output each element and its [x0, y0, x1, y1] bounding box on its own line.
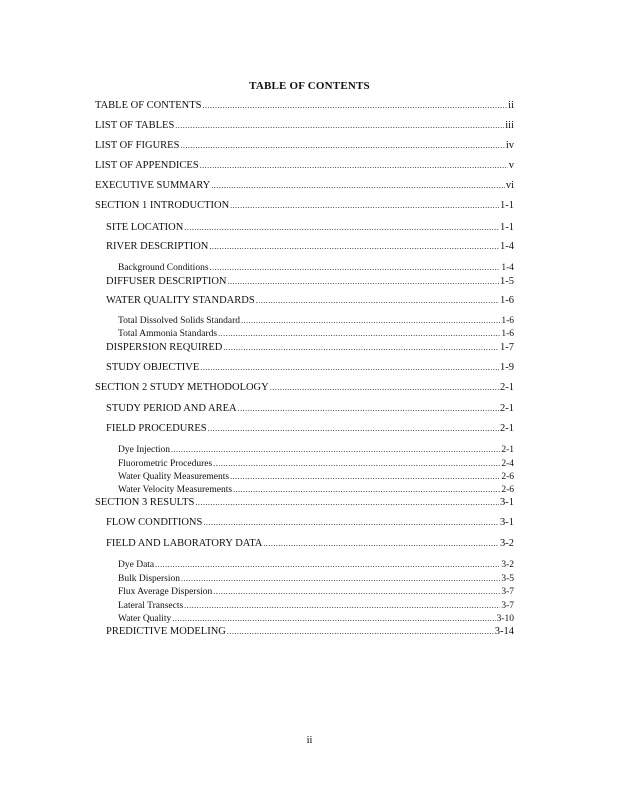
toc-entry-label: Lateral Transects [118, 601, 184, 611]
toc-entry-page: 1-6 [501, 329, 514, 339]
toc-entry-label: PREDICTIVE MODELING [106, 626, 226, 637]
toc-entry [118, 471, 514, 483]
toc-entry [95, 120, 514, 132]
toc-entry-page: 3-2 [500, 538, 514, 549]
toc-entry-label: Fluorometric Procedures [118, 459, 213, 469]
toc-entry-page: 1-7 [500, 342, 514, 353]
dot-leader [256, 295, 499, 307]
toc-entry-label: STUDY PERIOD AND AREA [106, 403, 237, 414]
toc-entry [106, 295, 514, 307]
dot-leader [218, 328, 500, 340]
toc-entry-label: LIST OF TABLES [95, 120, 175, 131]
toc-entry-label: DIFFUSER DESCRIPTION [106, 276, 227, 287]
toc-entry [118, 315, 514, 327]
dot-leader [172, 613, 495, 625]
toc-entry-label: Water Velocity Measurements [118, 485, 233, 495]
dot-leader [184, 222, 499, 234]
toc-entry [106, 423, 514, 435]
dot-leader [180, 140, 504, 152]
dot-leader [230, 200, 499, 212]
toc-entry [106, 403, 514, 415]
toc-entry-page: 1-5 [500, 276, 514, 287]
toc-entry-label: TABLE OF CONTENTS [95, 100, 202, 111]
toc-title: TABLE OF CONTENTS [249, 80, 370, 92]
dot-leader [195, 497, 499, 509]
toc-entry [118, 458, 514, 470]
dot-leader [230, 471, 500, 483]
toc-entry-label: Total Ammonia Standards [118, 329, 218, 339]
toc-entry [118, 600, 514, 612]
toc-entry [106, 222, 514, 234]
toc-entry [106, 276, 514, 288]
toc-entry-page: 3-7 [501, 601, 514, 611]
toc-entry-label: RIVER DESCRIPTION [106, 241, 209, 252]
dot-leader [213, 458, 500, 470]
toc-entry-page: 1-9 [500, 362, 514, 373]
dot-leader [241, 315, 500, 327]
dot-leader [213, 586, 500, 598]
dot-leader [270, 382, 499, 394]
toc-entry [118, 573, 514, 585]
toc-entry-page: 3-7 [501, 587, 514, 597]
toc-entry [106, 517, 514, 529]
toc-entry-label: SECTION 1 INTRODUCTION [95, 200, 230, 211]
toc-entry [95, 180, 514, 192]
toc-entry-label: SECTION 2 STUDY METHODOLOGY [95, 382, 269, 393]
toc-entry-page: 3-2 [501, 560, 514, 570]
toc-entry-page: 2-6 [501, 472, 514, 482]
toc-entry-page: 1-6 [500, 295, 514, 306]
toc-entry-page: vi [505, 180, 514, 191]
toc-entry [106, 362, 514, 374]
dot-leader [184, 600, 500, 612]
toc-entry-label: Dye Injection [118, 445, 170, 455]
toc-entry-label: Dye Data [118, 560, 155, 570]
toc-entry-page: 2-4 [501, 459, 514, 469]
toc-entry-label: Flux Average Dispersion [118, 587, 213, 597]
toc-entry-page: 2-1 [500, 423, 514, 434]
toc-entry [118, 262, 514, 274]
dot-leader [210, 262, 501, 274]
toc-entry [95, 100, 514, 112]
dot-leader [181, 573, 500, 585]
toc-entry-page: 1-1 [500, 200, 514, 211]
dot-leader [238, 403, 499, 415]
toc-entry [106, 241, 514, 253]
toc-entry [118, 613, 514, 625]
toc-entry [106, 626, 514, 638]
toc-entry-label: SITE LOCATION [106, 222, 184, 233]
dot-leader [200, 362, 499, 374]
dot-leader [203, 100, 508, 112]
toc-entry-label: FIELD AND LABORATORY DATA [106, 538, 263, 549]
dot-leader [208, 423, 499, 435]
toc-entry-label: DISPERSION REQUIRED [106, 342, 223, 353]
toc-entry-page: 1-4 [500, 241, 514, 252]
toc-entry-page: 3-1 [500, 497, 514, 508]
toc-entry [95, 200, 514, 212]
toc-entry [118, 444, 514, 456]
toc-entry-label: FIELD PROCEDURES [106, 423, 207, 434]
toc-entry-page: 3-5 [501, 574, 514, 584]
dot-leader [227, 276, 499, 288]
toc-entry-page: 1-6 [501, 316, 514, 326]
toc-entry-page: 2-1 [500, 382, 514, 393]
dot-leader [223, 342, 499, 354]
toc-entry [95, 382, 514, 394]
toc-entry-page: 3-10 [496, 614, 514, 624]
toc-entry-label: LIST OF APPENDICES [95, 160, 199, 171]
toc-entry-label: Background Conditions [118, 263, 209, 273]
toc-entry-page: 1-4 [501, 263, 514, 273]
dot-leader [203, 517, 499, 529]
toc-entry [118, 328, 514, 340]
toc-entry-page: iii [505, 120, 514, 131]
page-number: ii [306, 735, 313, 746]
toc-entry-page: 2-6 [501, 485, 514, 495]
toc-entry-page: 3-1 [500, 517, 514, 528]
toc-entry-label: Water Quality [118, 614, 172, 624]
dot-leader [233, 484, 500, 496]
dot-leader [175, 120, 504, 132]
toc-entry [95, 140, 514, 152]
dot-leader [211, 180, 505, 192]
toc-entry-label: WATER QUALITY STANDARDS [106, 295, 255, 306]
toc-entry-label: Bulk Dispersion [118, 574, 181, 584]
dot-leader [209, 241, 499, 253]
toc-entry-label: Total Dissolved Solids Standard [118, 316, 241, 326]
dot-leader [200, 160, 508, 172]
toc-entry-page: 2-1 [501, 445, 514, 455]
toc-entry [106, 538, 514, 550]
toc-entry-label: LIST OF FIGURES [95, 140, 180, 151]
dot-leader [227, 626, 494, 638]
dot-leader [263, 538, 499, 550]
toc-entry-label: EXECUTIVE SUMMARY [95, 180, 211, 191]
toc-entry [118, 586, 514, 598]
toc-entry-label: FLOW CONDITIONS [106, 517, 203, 528]
dot-leader [155, 559, 500, 571]
dot-leader [171, 444, 500, 456]
toc-entry [95, 160, 514, 172]
toc-entry-page: iv [505, 140, 514, 151]
toc-entry-label: Water Quality Measurements [118, 472, 230, 482]
toc-entry [118, 484, 514, 496]
toc-entry-page: 3-14 [494, 626, 514, 637]
toc-entry [106, 342, 514, 354]
toc-entry [95, 497, 514, 509]
toc-entry-page: v [508, 160, 514, 171]
toc-entry-page: ii [508, 100, 514, 111]
toc-entry-page: 2-1 [500, 403, 514, 414]
toc-entry-page: 1-1 [500, 222, 514, 233]
toc-entry-label: STUDY OBJECTIVE [106, 362, 200, 373]
toc-entry [118, 559, 514, 571]
toc-entry-label: SECTION 3 RESULTS [95, 497, 195, 508]
